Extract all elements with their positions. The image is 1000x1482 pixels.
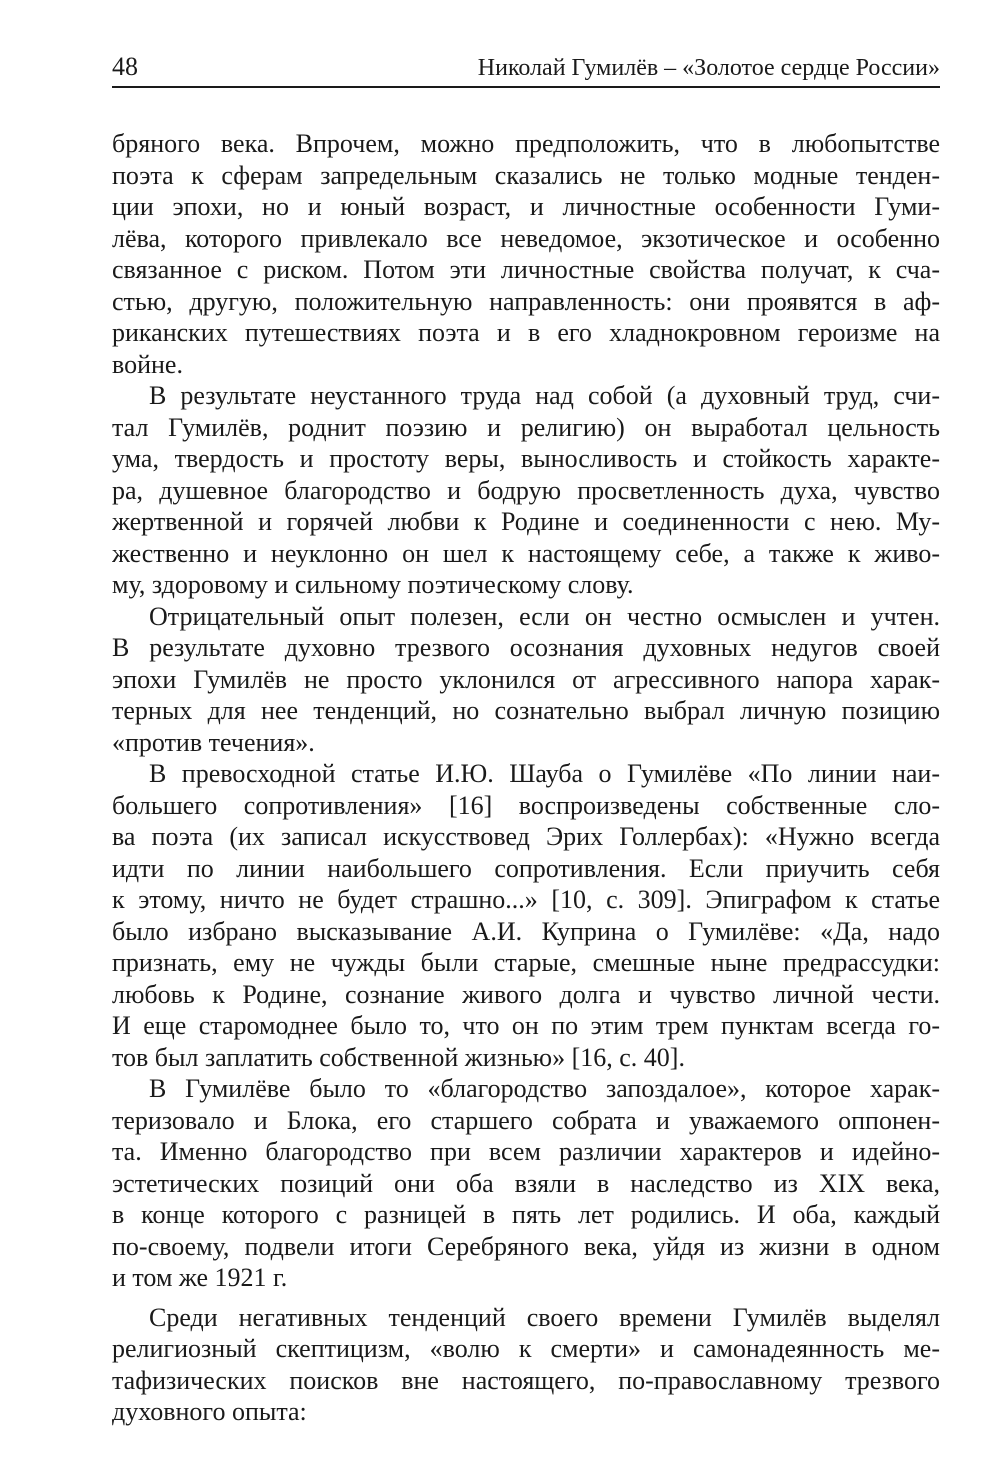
text-line: духовного опыта:	[112, 1397, 307, 1426]
text-line: В Гумилёве было то «благородство запоздалое», которое харак-	[149, 1074, 940, 1103]
text-line: поэта к сферам запредельным сказались не только модные тенден-	[112, 160, 940, 190]
text-line: ва поэта (их записал искусствовед Эрих Голлербах): «Нужно всегда	[112, 822, 940, 851]
text-line: ума, твердость и простоту веры, выносливость и стойкость характе-	[112, 444, 940, 473]
text-line: терных для нее тенденций, но сознательно выбрал личную позицию	[112, 696, 940, 725]
text-line: В результате неустанного труда над собой (а духовный труд, счи-	[149, 381, 940, 410]
text-line: жертвенной и горячей любви к Родине и соединенности с нею. Му-	[112, 507, 940, 536]
paragraph	[112, 1073, 940, 1294]
text-line: религиозный скептицизм, «волю к смерти» и самонадеянность ме-	[112, 1334, 940, 1363]
text-line: В результате духовно трезвого осознания духовных недугов своей	[112, 633, 940, 662]
text-line: жественно и неуклонно он шел к настоящему себе, а также к живо-	[112, 538, 940, 568]
text-line: связанное с риском. Потом эти личностные свойства получат, к сча-	[112, 255, 940, 284]
text-line: любовь к Родине, сознание живого долга и чувство личной чести.	[112, 979, 940, 1009]
text-line: эстетических позиций они оба взяли в наследство из XIX века,	[112, 1168, 940, 1198]
text-line: к этому, ничто не будет страшно...» [10, с. 309]. Эпиграфом к статье	[112, 885, 940, 914]
running-title: Николай Гумилёв – «Золотое сердце России»	[477, 55, 940, 81]
paragraph	[112, 128, 940, 380]
paragraph-spacer	[112, 1294, 940, 1302]
running-header	[112, 50, 940, 88]
text-line: в конце которого с разницей в пять лет родились. И оба, каждый	[112, 1200, 940, 1229]
text-line: большего сопротивления» [16] воспроизведены собственные сло-	[112, 790, 940, 820]
text-line: по-своему, подвели итоги Серебряного века, уйдя из жизни в одном	[112, 1231, 940, 1261]
text-line: тал Гумилёв, роднит поэзию и религию) он выработал цельность	[112, 412, 940, 442]
body-text	[112, 128, 940, 1428]
text-line: «против течения».	[112, 727, 315, 757]
text-line: эпохи Гумилёв не просто уклонился от агрессивного напора харак-	[112, 664, 940, 694]
text-line: та. Именно благородство при всем различии характеров и идейно-	[112, 1137, 940, 1166]
text-line: Отрицательный опыт полезен, если он честно осмыслен и учтен.	[149, 601, 940, 631]
text-line: тов был заплатить собственной жизнью» [16, с. 40].	[112, 1042, 685, 1072]
page-number: 48	[112, 52, 138, 81]
paragraph	[112, 601, 940, 759]
text-line: теризовало и Блока, его старшего собрата и уважаемого оппонен-	[112, 1105, 940, 1135]
text-line: В превосходной статье И.Ю. Шауба о Гумилёве «По линии наи-	[149, 759, 940, 788]
text-line: ра, душевное благородство и бодрую просветленность духа, чувство	[112, 475, 940, 505]
text-line: Среди негативных тенденций своего времени Гумилёв выделял	[149, 1302, 940, 1332]
paragraph	[112, 758, 940, 1073]
text-line: И еще старомоднее было то, что он по этим трем пунктам всегда го-	[112, 1011, 940, 1040]
text-line: войне.	[112, 349, 183, 379]
text-line: идти по линии наибольшего сопротивления. Если приучить себя	[112, 853, 940, 883]
text-line: признать, ему не чужды были старые, смешные ныне предрассудки:	[112, 948, 940, 977]
text-line: бряного века. Впрочем, можно предположить, что в любопытстве	[112, 129, 940, 158]
text-line: было избрано высказывание А.И. Куприна о Гумилёве: «Да, надо	[112, 916, 940, 946]
text-line: и том же 1921 г.	[112, 1263, 288, 1292]
text-line: стью, другую, положительную направленность: они проявятся в аф-	[112, 286, 940, 316]
paragraph	[112, 380, 940, 601]
text-line: лёва, которого привлекало все неведомое, экзотическое и особенно	[112, 223, 940, 253]
paragraph	[112, 1302, 940, 1428]
text-line: ции эпохи, но и юный возраст, и личностные особенности Гуми-	[112, 192, 940, 221]
text-line: му, здоровому и сильному поэтическому слову.	[112, 570, 634, 599]
text-line: риканских путешествиях поэта и в его хладнокровном героизме на	[112, 318, 940, 347]
text-line: тафизических поисков вне настоящего, по-православному трезвого	[112, 1365, 940, 1395]
